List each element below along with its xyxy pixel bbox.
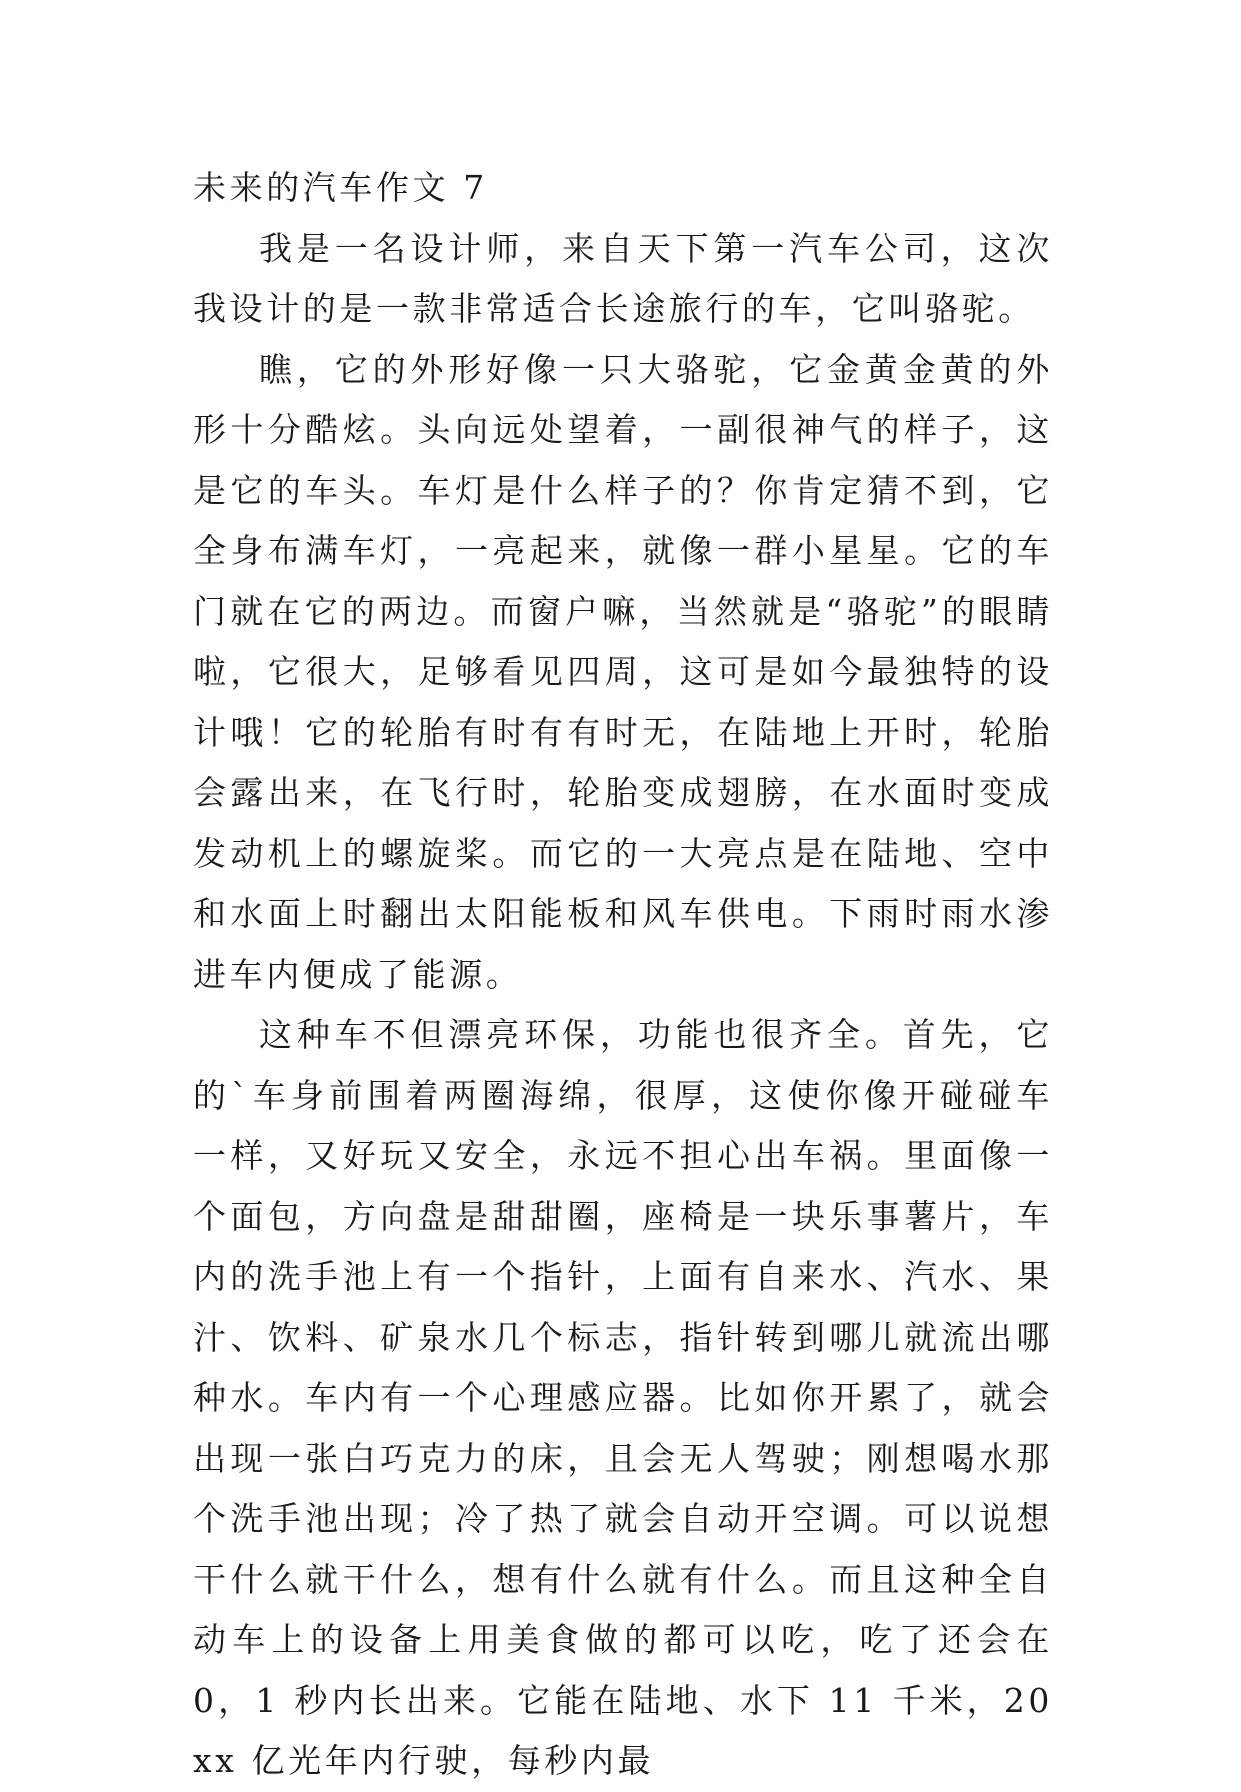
document-title: 未来的汽车作文 7 xyxy=(193,168,488,207)
paragraph-car-functions: 这种车不但漂亮环保，功能也很齐全。首先，它的`车身前围着两圈海绵，很厚，这使你像开碰碰车一样，又好玩又安全，永远不担心出车祸。里面像一个面包，方向盘是甜甜圈，座椅是一块乐事薯片，车内的洗手池上有一个指针，上面有自来水、汽水、果汁、饮料、矿泉水几个标志，指针转到哪儿就流出哪种水。车内有一个心理感应器。比如你开累了，就会出现一张白巧克力的床，且会无人驾驶；刚想喝水那个洗手池出现；冷了热了就会自动开空调。可以说想干什么就干什么，想有什么就有什么。而且这种全自动车上的设备上用美食做的都可以吃，吃了还会在 0，1 秒内长出来。它能在陆地、水下 11 千米，20xx 亿光年内行驶，每秒内最 xyxy=(193,1015,1053,1780)
document-body xyxy=(193,158,1053,1792)
paragraph-designer-intro: 我是一名设计师，来自天下第一汽车公司，这次我设计的是一款非常适合长途旅行的车，它叫骆驼。 xyxy=(193,228,1053,328)
paragraph-car-appearance: 瞧，它的外形好像一只大骆驼，它金黄金黄的外形十分酷炫。头向远处望着，一副很神气的样子，这是它的车头。车灯是什么样子的？你肯定猜不到，它全身布满车灯，一亮起来，就像一群小星星。它的车门就在它的两边。而窗户嘛，当然就是“骆驼”的眼睛啦，它很大，足够看见四周，这可是如今最独特的设计哦！它的轮胎有时有有时无，在陆地上开时，轮胎会露出来，在飞行时，轮胎变成翅膀，在水面时变成发动机上的螺旋桨。而它的一大亮点是在陆地、空中和水面上时翻出太阳能板和风车供电。下雨时雨水渗进车内便成了能源。 xyxy=(193,349,1053,994)
